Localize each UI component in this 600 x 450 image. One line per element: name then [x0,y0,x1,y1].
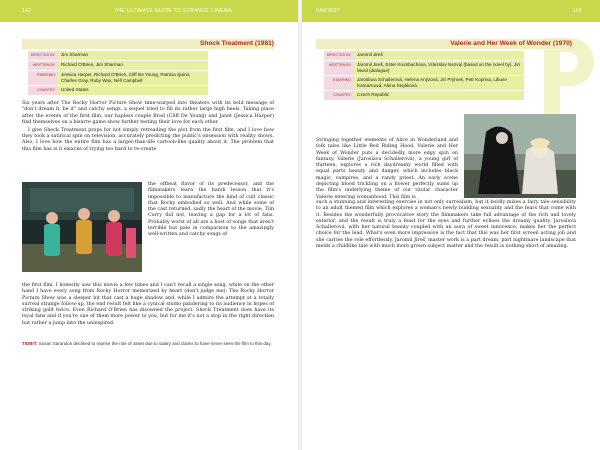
credit-value: Jaromil Jireš [354,51,524,60]
credit-row-writer [28,61,208,71]
review-continuation [22,283,274,329]
tidbit-text: Susan Sarandon declined to reprise the role of Janet due to salary and claims to have never seen the film to this day. [38,341,272,346]
right-page-number: 145 [572,8,582,14]
left-page-header [0,0,298,22]
credit-row-starring [28,71,208,86]
tidbit-label: TIDBIT: [22,341,38,346]
left-page-number: 142 [22,8,32,14]
credit-value: Jaromil Jireš, Ester Krumbachova, Vítezslav Nezval (based on the novel by), Jiri Musil (dialogue) [354,61,524,75]
right-page-header [302,0,600,22]
credit-label: WRITTEN BY [28,61,58,70]
film-title: Shock Treatment (1981) [199,40,274,47]
credits-table [324,51,524,101]
credit-label: COUNTRY [324,91,354,100]
film-still-shock-treatment [22,182,142,272]
credits-table [28,51,208,96]
credit-row-country [28,86,208,96]
right-page [302,0,600,450]
left-running-title: THE ULTIMATE GUIDE TO STRANGE CINEMA [114,8,232,14]
review-wrap-text [148,182,274,240]
paragraph: I give Shock Treatment props for not simply retreading the plot from the first film, and I love how they took a satirical spin on television, accurately predicting the public's obsession with reality shows. Also, I love how the entire film has a larger-than-life cartoon-like quality about it. The problem that this film has is it smacks of trying too hard to re-create [22,127,274,152]
credit-value: Jim Sharman [58,51,208,60]
credit-label: DIRECTED BY [324,51,354,60]
credit-label: STARRING [28,71,58,85]
credit-row-director [28,51,208,61]
credit-row-director [324,51,524,61]
paragraph: the offbeat flavor of its predecessor, and the filmmakers learn the harsh lesson that it's impossible to manufacture the kind of cult classic that Rocky embodied so well. And while some of the cast returned, sadly the heart of the movie, Tim Curry did not, leaving a gap for a lot of fans. Probably worst of all are a host of songs that aren't terrible but pale in comparison to the amazingly well-written and catchy songs of [148,182,274,238]
tidbit [22,341,274,347]
film-still-valerie [464,114,576,198]
paragraph: the first film. I honestly saw this movie a few times and I can't recall a single song, while on the other hand I have every song from Rocky Horror memorized by heart (don't judge me). The Rocky Horror Picture Show was a sleeper hit that cast a huge shadow and, while I admire the attempt at a totally surreal strange follow-up, the end result felt like a cynical studio pandering to its audience in hopes of striking gold twice. Even Richard O'Brien has disowned the project. Shock Treatment does have its loyal fans and if you're one of them more power to you, but for me it's not a stop in the right direction but rather a jump into the uninspired. [22,283,274,326]
credit-value: Czech Republic [354,91,524,100]
paragraph: Stringing together elements of Alice in Wonderland and folk tales like Little Red Riding Hood, Valerie and Her Week of Wonder puts a decidedly more edgy spin on fantasy. Valerie (Jaroslava Schallerová), a young girl of thirteen, explores a rich daydreamy world filled with equal parts beauty and danger, which includes black magic, vampires, and a randy priest. An early scene depicting blood trickling on a flower perfectly sums up the film's underlying theme of our titular character Valerie entering womanhood. This film is [316,138,458,200]
credit-row-starring [324,76,524,91]
right-running-title: FANTASY [316,8,341,14]
credit-value: Richard O'Brien, Jim Sharman [58,61,208,70]
paragraph: Six years after The Rocky Horror Picture Show time-warped into theaters with its bold message of "don't dream it, be it" and catchy songs, a sequel tried to fill its rather large high heels. Taking place after the events of the first film, our hapless couple Brad (Cliff De Young) and Janet (Jessica Harper) find themselves on a bizarre game show further testing their love for each other. [22,101,274,125]
review-narrow-text [316,138,458,202]
credit-label: DIRECTED BY [28,51,58,60]
credit-label: WRITTEN BY [324,61,354,75]
review-full-text [316,200,576,252]
credit-label: STARRING [324,76,354,90]
left-page [0,0,298,450]
credit-row-country [324,91,524,101]
credit-value: Jaroslava Schallerová, Helena Anýzová, Jiri Prýmek, Petr Kopriva, Libuse Komancová, Alena Stojáková [354,76,524,90]
credit-value: United States [58,86,208,95]
film-title: Valerie and Her Week of Wonder (1970) [450,40,572,47]
credit-label: COUNTRY [28,86,58,95]
credit-row-writer [324,61,524,76]
paragraph: such a stunning and interesting exercise in not only surrealism, but it boldly mixes a fairy tale sensibility to an adult themed film which explores a woman's newly budding sexuality and the fears that come with it. Besides the wonderfully provocative story the filmmakers take full advantage of the rich and lovely exterior, and the result is truly a feast for the eyes and further echoes the dreamy quality. Jaroslava Schallerová, with her natural beauty coupled with an aura of sweet innocence, makes her the perfect choice for the lead. What's even more impressive is the fact that this was her first screen acting job and she carries the role effortlessly. Jaromil Jireš' master work is a part dream, part nightmare landscape that melds a childlike tale with much more grown subject matter and the result is nothing short of amazing. [316,200,576,250]
review-intro [22,101,274,154]
credit-value: Jessica Harper, Richard O'Brien, Cliff De Young, Patricia Quinn, Charles Gray, Ruby Wax, Nell Campbell [58,71,208,85]
